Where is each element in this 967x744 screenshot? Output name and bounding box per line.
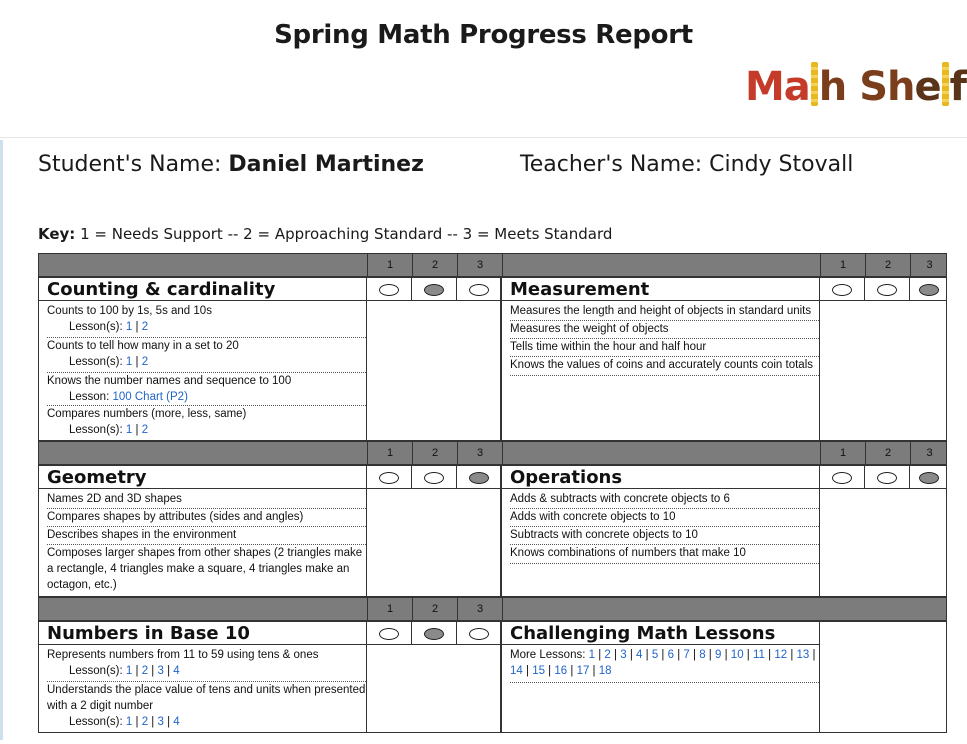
header-spacer: [502, 254, 820, 276]
lesson-link[interactable]: 18: [598, 665, 612, 677]
lesson-link[interactable]: 3: [620, 649, 627, 661]
geometry-item: Compares shapes by attributes (sides and angles): [47, 509, 366, 527]
geometry-item: Describes shapes in the environment: [47, 527, 366, 545]
lesson-link[interactable]: 2: [141, 716, 149, 728]
geometry-rating-3[interactable]: [469, 472, 489, 484]
link-separator: |: [595, 649, 605, 661]
lesson-link[interactable]: 2: [604, 649, 611, 661]
lesson-link[interactable]: 16: [554, 665, 568, 677]
lesson-link[interactable]: 4: [636, 649, 643, 661]
counting-item: [47, 406, 366, 440]
report-title: Spring Math Progress Report: [274, 20, 693, 50]
header-spacer: [502, 442, 820, 464]
col-2-header: 2: [865, 254, 910, 276]
col-3-header: 3: [457, 254, 502, 276]
measurement-item: Tells time within the hour and half hour: [510, 339, 819, 357]
math-shelf-logo: [745, 62, 967, 118]
teacher-name: Teacher's Name: Cindy Stovall: [520, 152, 854, 177]
link-separator: |: [589, 665, 599, 677]
geometry-item: Composes larger shapes from other shapes (2 triangles make a rectangle, 4 triangles make a square, 4 triangles make an octagon, etc.): [47, 547, 363, 591]
base10-item: [47, 647, 366, 682]
measurement-title: Measurement: [510, 279, 650, 300]
lesson-link[interactable]: 2: [141, 356, 149, 368]
lesson-links: Lesson(s): 1 | 2 | 3 | 4: [69, 665, 180, 677]
operations-rating-3[interactable]: [919, 472, 939, 484]
lesson-label: Lesson(s):: [69, 356, 126, 368]
base10-rating-3[interactable]: [469, 628, 489, 640]
counting-rating-2[interactable]: [424, 284, 444, 296]
link-separator: |: [522, 665, 533, 677]
geometry-rating-1[interactable]: [379, 472, 399, 484]
lesson-label: Lesson(s):: [69, 716, 126, 728]
counting-item-text: Counts to 100 by 1s, 5s and 10s: [47, 305, 212, 317]
col-3-header: 3: [457, 598, 502, 620]
header-row-3: [38, 597, 947, 621]
link-separator: |: [626, 649, 637, 661]
link-separator: |: [721, 649, 731, 661]
lesson-link[interactable]: 1: [125, 356, 133, 368]
lesson-link[interactable]: 3: [157, 665, 164, 677]
operations-title: Operations: [510, 467, 623, 488]
col-1-header: 1: [367, 442, 412, 464]
counting-item: [47, 338, 366, 373]
link-separator: |: [674, 649, 684, 661]
measurement-rating-1[interactable]: [832, 284, 852, 296]
col-1-header: 1: [367, 254, 412, 276]
link-separator: |: [544, 665, 555, 677]
counting-item: [47, 373, 366, 406]
logo-text-2: h Sh: [818, 64, 915, 110]
student-name: [38, 152, 424, 177]
geometry-title: Geometry: [47, 467, 147, 488]
base10-rating-1[interactable]: [379, 628, 399, 640]
measurement-item: Measures the length and height of objects in standard units: [510, 303, 819, 321]
measurement-item: Knows the values of coins and accurately counts coin totals: [510, 357, 819, 376]
lesson-link[interactable]: 2: [141, 424, 149, 436]
lesson-link[interactable]: 4: [173, 716, 180, 728]
operations-rating-1[interactable]: [832, 472, 852, 484]
counting-item-text: Counts to tell how many in a set to 20: [47, 340, 239, 352]
lesson-links: Lesson(s): 1 | 2: [69, 321, 149, 333]
logo-text-1: Ma: [745, 64, 810, 110]
challenging-lessons: [510, 647, 819, 683]
col-2-header: 2: [412, 598, 457, 620]
col-2-header: 2: [412, 442, 457, 464]
link-separator: |: [809, 649, 816, 661]
more-lessons-label: More Lessons:: [510, 649, 589, 661]
measurement-item: Measures the weight of objects: [510, 321, 819, 339]
lesson-links: Lesson(s): 1 | 2: [69, 424, 149, 436]
lesson-link[interactable]: 100 Chart (P2): [112, 391, 188, 403]
lesson-link[interactable]: 6: [667, 649, 675, 661]
lesson-link[interactable]: 5: [651, 649, 659, 661]
lesson-links: Lesson(s): 1 | 2: [69, 356, 149, 368]
counting-item: [47, 303, 366, 338]
col-1-header: 1: [367, 598, 412, 620]
col-2-header: 2: [865, 442, 910, 464]
lesson-link[interactable]: 15: [532, 665, 545, 677]
geometry-item: Names 2D and 3D shapes: [47, 491, 366, 509]
lesson-link[interactable]: 13: [796, 649, 810, 661]
logo-text-4: f: [949, 64, 967, 110]
operations-item: Subtracts with concrete objects to 10: [510, 527, 819, 545]
challenging-title: Challenging Math Lessons: [510, 623, 776, 644]
lesson-link[interactable]: 1: [125, 665, 133, 677]
operations-item: Adds & subtracts with concrete objects to 6: [510, 491, 819, 509]
col-1-header: 1: [820, 254, 865, 276]
base10-rating-2[interactable]: [424, 628, 444, 640]
rating-key: [38, 225, 612, 243]
base10-item-text: Understands the place value of tens and units when presented with a 2 digit number: [47, 684, 366, 712]
col-2-header: 2: [412, 254, 457, 276]
link-separator: |: [787, 649, 797, 661]
base10-item: [47, 682, 366, 732]
header-spacer: [502, 598, 948, 620]
student-name-value: Daniel Martinez: [228, 152, 424, 177]
base10-title: Numbers in Base 10: [47, 623, 250, 644]
key-label: Key:: [38, 225, 76, 243]
measurement-rating-2[interactable]: [877, 284, 897, 296]
lesson-link[interactable]: 2: [141, 321, 149, 333]
link-separator: |: [689, 649, 700, 661]
col-3-header: 3: [910, 254, 948, 276]
lesson-link[interactable]: 14: [510, 665, 523, 677]
counting-rating-1[interactable]: [379, 284, 399, 296]
lesson-link[interactable]: 11: [752, 649, 765, 661]
measurement-rating-3[interactable]: [919, 284, 939, 296]
counting-item-text: Knows the number names and sequence to 100: [47, 375, 292, 387]
page-left-border: [0, 140, 3, 740]
lesson-link[interactable]: 1: [588, 649, 596, 661]
lesson-links: [47, 389, 366, 405]
header-row-2: [38, 441, 947, 465]
lesson-link[interactable]: 10: [730, 649, 744, 661]
lesson-label: Lesson(s):: [69, 321, 126, 333]
lesson-link[interactable]: 3: [157, 716, 164, 728]
lesson-link[interactable]: 4: [173, 665, 180, 677]
link-separator: |: [610, 649, 621, 661]
student-label: Student's Name:: [38, 152, 229, 177]
lesson-link[interactable]: 1: [125, 716, 133, 728]
counting-rating-3[interactable]: [469, 284, 489, 296]
col-3-header: 3: [910, 442, 948, 464]
link-separator: |: [764, 649, 775, 661]
lesson-label: Lesson:: [69, 391, 113, 403]
col-1-header: 1: [820, 442, 865, 464]
geometry-rating-2[interactable]: [424, 472, 444, 484]
logo-text-3: e: [914, 64, 941, 110]
lesson-link[interactable]: 12: [774, 649, 788, 661]
link-separator: |: [642, 649, 652, 661]
lesson-label: Lesson(s):: [69, 424, 126, 436]
operations-item: Adds with concrete objects to 10: [510, 509, 819, 527]
operations-rating-2[interactable]: [877, 472, 897, 484]
divider: [0, 137, 967, 138]
operations-item: Knows combinations of numbers that make 10: [510, 545, 819, 564]
link-separator: |: [743, 649, 753, 661]
logo-bead-stick-icon: [811, 62, 818, 106]
lesson-link[interactable]: 1: [125, 424, 133, 436]
link-separator: |: [705, 649, 715, 661]
col-3-header: 3: [457, 442, 502, 464]
header-row-1: [38, 253, 947, 277]
counting-item-text: Compares numbers (more, less, same): [47, 408, 247, 420]
lesson-link[interactable]: 17: [576, 665, 590, 677]
base10-item-text: Represents numbers from 11 to 59 using tens & ones: [47, 649, 319, 661]
link-separator: |: [658, 649, 668, 661]
link-separator: |: [567, 665, 577, 677]
lesson-link[interactable]: 9: [715, 649, 722, 661]
lesson-link[interactable]: 8: [699, 649, 706, 661]
lesson-link[interactable]: 7: [683, 649, 690, 661]
key-text: 1 = Needs Support -- 2 = Approaching Standard -- 3 = Meets Standard: [75, 225, 613, 243]
lesson-label: Lesson(s):: [69, 665, 126, 677]
lesson-link[interactable]: 1: [125, 321, 133, 333]
counting-title: Counting & cardinality: [47, 279, 276, 300]
lesson-links: Lesson(s): 1 | 2 | 3 | 4: [69, 716, 180, 728]
lesson-link[interactable]: 2: [141, 665, 149, 677]
logo-bead-stick-icon: [942, 62, 949, 106]
